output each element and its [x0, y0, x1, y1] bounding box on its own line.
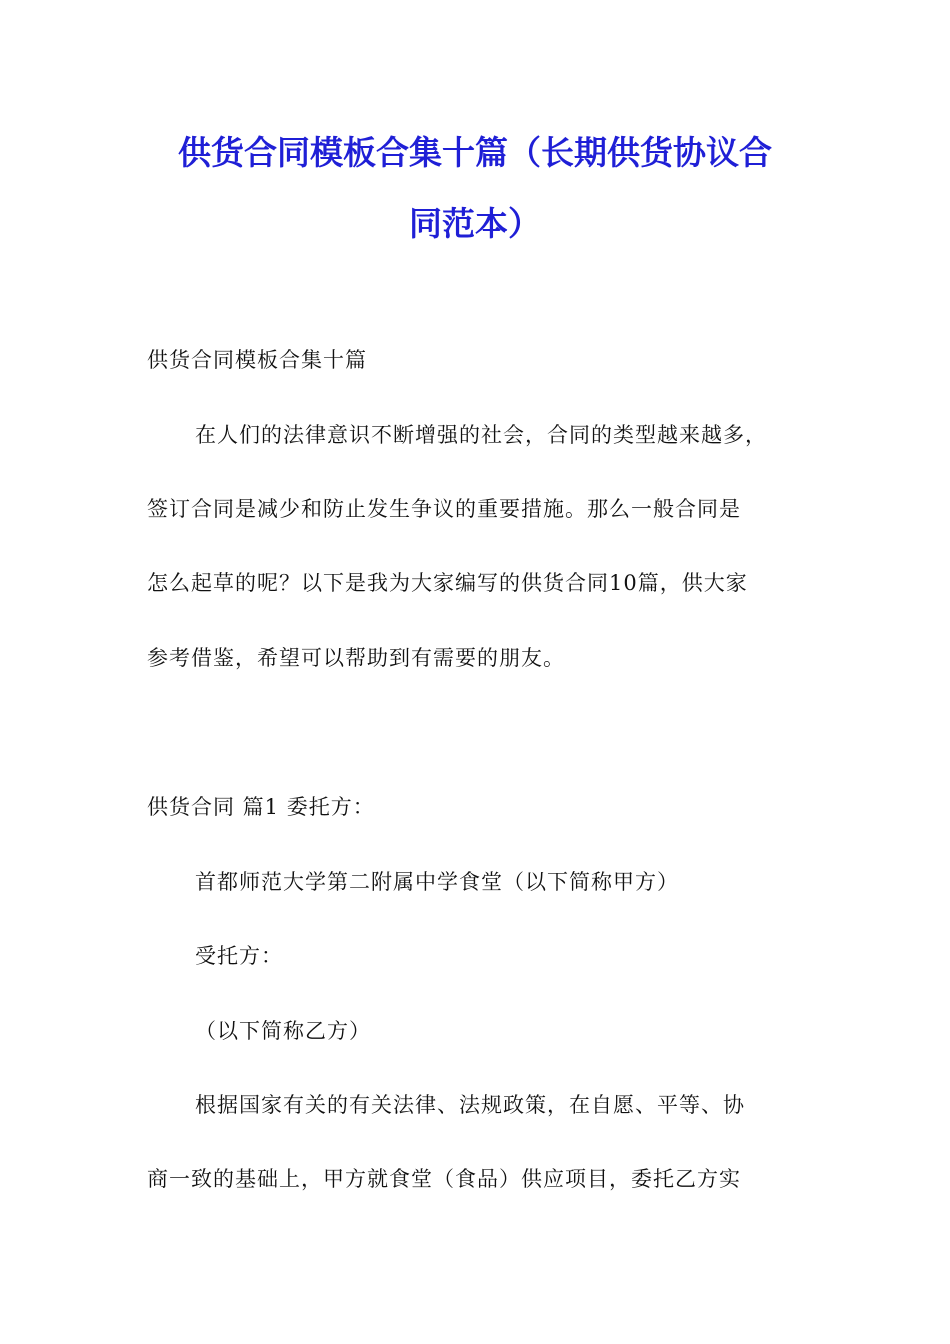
- contract-heading-line: 供货合同 篇1 委托方：: [147, 795, 375, 819]
- contract-party-line: 首都师范大学第二附属中学食堂（以下简称甲方）: [195, 870, 679, 894]
- intro-paragraph-line: 怎么起草的呢？以下是我为大家编写的供货合同10篇，供大家: [147, 571, 748, 595]
- intro-paragraph-line: 签订合同是减少和防止发生争议的重要措施。那么一般合同是: [147, 497, 741, 521]
- section-heading: 供货合同模板合集十篇: [147, 348, 367, 372]
- contract-body-line: 商一致的基础上，甲方就食堂（食品）供应项目，委托乙方实: [147, 1167, 741, 1191]
- document-title-line-1: 供货合同模板合集十篇（长期供货协议合: [178, 133, 772, 172]
- document-title-line-2: 同范本）: [409, 204, 541, 243]
- contract-party-line: 受托方：: [195, 944, 283, 968]
- contract-body-line: 根据国家有关的有关法律、法规政策，在自愿、平等、协: [195, 1093, 745, 1117]
- intro-paragraph-line: 在人们的法律意识不断增强的社会，合同的类型越来越多，: [195, 423, 767, 447]
- contract-party-line: （以下简称乙方）: [195, 1019, 371, 1043]
- intro-paragraph-line: 参考借鉴，希望可以帮助到有需要的朋友。: [147, 646, 565, 670]
